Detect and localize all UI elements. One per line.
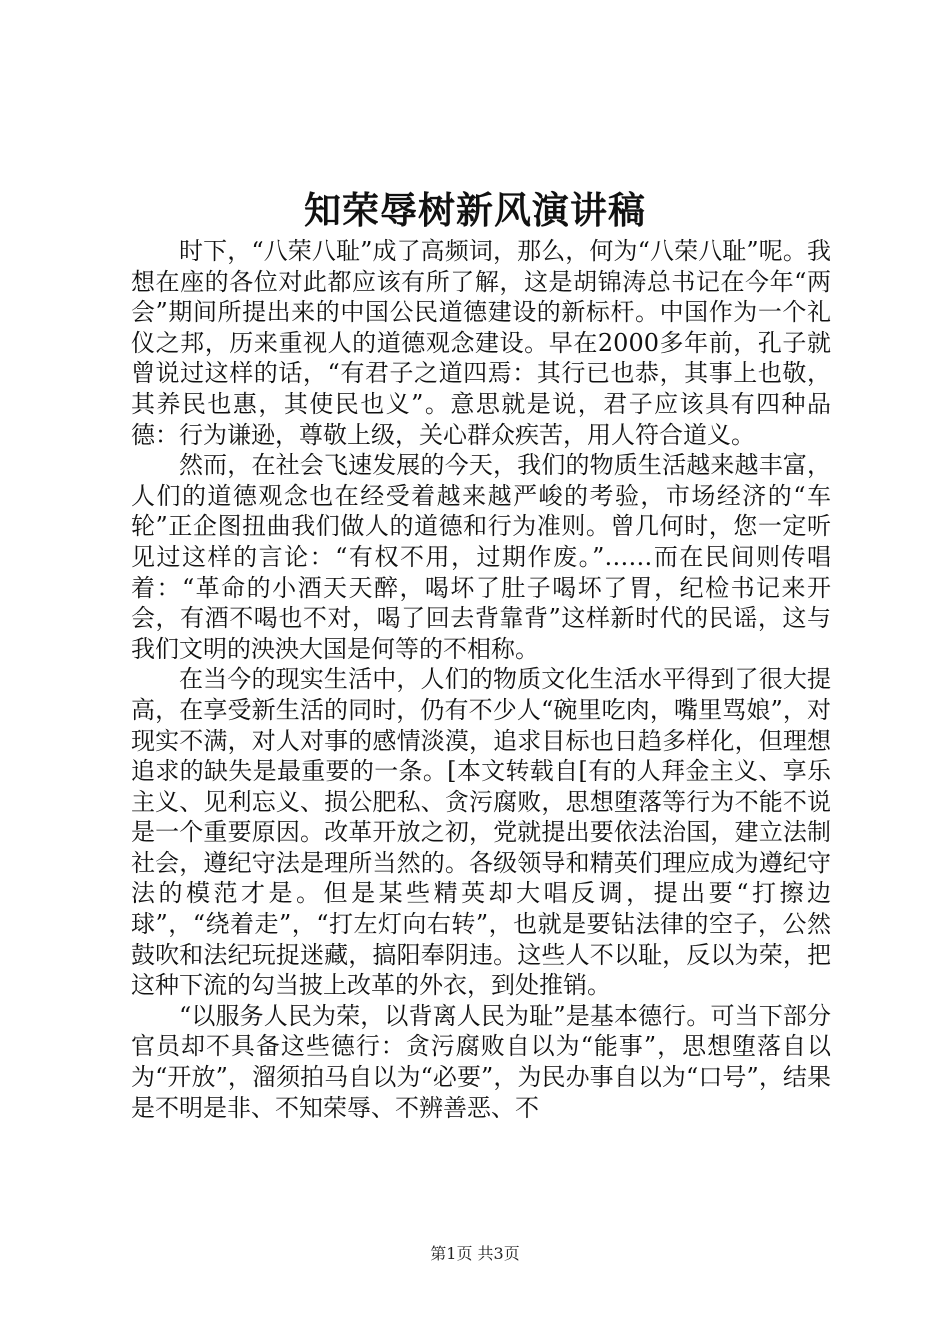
document-body [131, 236, 831, 1123]
paragraph-3: 在当今的现实生活中，人们的物质文化生活水平得到了很大提高，在享受新生活的同时，仍有不少人“碗里吃肉，嘴里骂娘”，对现实不满，对人对事的感情淡漠，追求目标也日趋多样化，但理想追求的缺失是最重要的一条。[本文转载自[有的人拜金主义、享乐主义、见利忘义、损公肥私、贪污腐败，思想堕落等行为不能不说是一个重要原因。改革开放之初，党就提出要依法治国，建立法制社会，遵纪守法是理所当然的。各级领导和精英们理应成为遵纪守法的模范才是。但是某些精英却大唱反调，提出要“打擦边球”，“绕着走”，“打左灯向右转”，也就是要钻法律的空子，公然鼓吹和法纪玩捉迷藏，搞阳奉阴违。这些人不以耻，反以为荣，把这种下流的勾当披上改革的外衣，到处推销。 [131, 665, 831, 1000]
page-number-footer: 第1页 共3页 [430, 1244, 520, 1263]
document-title: 知荣辱树新风演讲稿 [304, 188, 646, 232]
paragraph-4: “以服务人民为荣，以背离人民为耻”是基本德行。可当下部分官员却不具备这些德行：贪污腐败自以为“能事”，思想堕落自以为“开放”，溜须拍马自以为“必要”，为民办事自以为“口号”，结果是不明是非、不知荣辱、不辨善恶、不 [131, 1001, 831, 1122]
paragraph-1: 时下，“八荣八耻”成了高频词，那么，何为“八荣八耻”呢。我想在座的各位对此都应该有所了解，这是胡锦涛总书记在今年“两会”期间所提出来的中国公民道德建设的新标杆。中国作为一个礼仪之邦，历来重视人的道德观念建设。早在2000多年前，孔子就曾说过这样的话，“有君子之道四焉：其行已也恭，其事上也敬，其养民也惠，其使民也义”。意思就是说，君子应该具有四种品德：行为谦逊，尊敬上级，关心群众疾苦，用人符合道义。 [131, 237, 831, 449]
paragraph-2: 然而，在社会飞速发展的今天，我们的物质生活越来越丰富，人们的道德观念也在经受着越来越严峻的考验，市场经济的“车轮”正企图扭曲我们做人的道德和行为准则。曾几何时，您一定听见过这样的言论：“有权不用，过期作废。”……而在民间则传唱着：“革命的小酒天天醉，喝坏了肚子喝坏了胃，纪检书记来开会，有酒不喝也不对，喝了回去背靠背”这样新时代的民谣，这与我们文明的泱泱大国是何等的不相称。 [131, 451, 831, 663]
